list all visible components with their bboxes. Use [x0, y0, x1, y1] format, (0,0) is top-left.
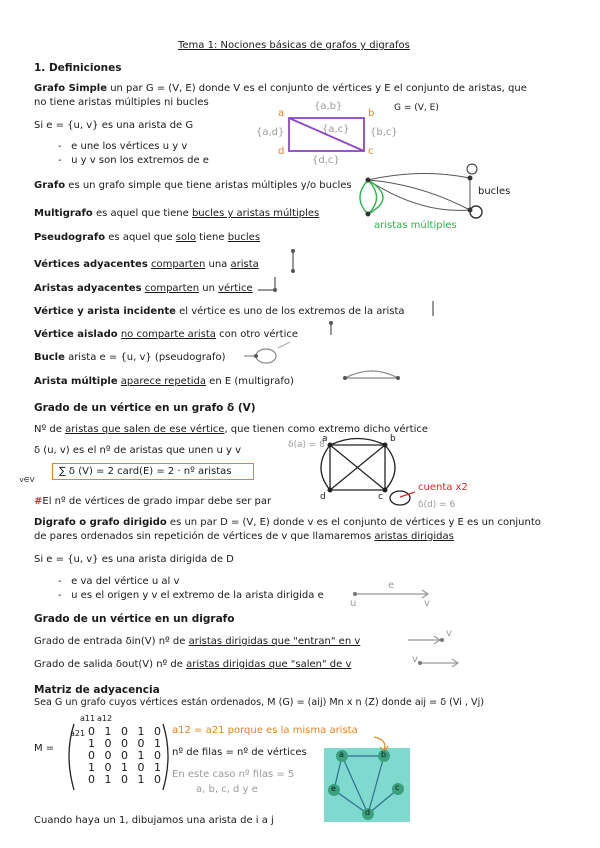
degree-node-c: c — [378, 492, 383, 502]
term-vertice-arista-incidente: Vértice y arista incidente — [34, 306, 176, 317]
edge-label-bc: {b,c} — [370, 127, 398, 138]
digrafo-aristas-dirigidas: aristas dirigidas — [374, 531, 454, 542]
vais-no-comparte: no comparte arista — [120, 329, 216, 340]
multigrafo-pre: es aquel que tiene — [92, 208, 192, 219]
matrix-row-2: 1 0 0 0 1 — [88, 737, 164, 750]
edge-label-ad: {a,d} — [256, 127, 285, 138]
node-label-a: a — [278, 108, 285, 119]
digrafo-bullet2: - u es el origen y v el extremo de la arista dirigida e — [58, 590, 324, 601]
col-label-a12: a12 — [97, 714, 113, 723]
sum-formula: ∑ δ (V) = 2 card(E) = 2 · nº aristas — [59, 466, 232, 477]
matrix-row-5: 0 1 0 1 0 — [88, 773, 164, 786]
heading-matriz: Matriz de adyacencia — [34, 684, 160, 696]
vady-comparten: comparten — [150, 259, 206, 270]
note-caso1: En este caso nº filas = 5 — [172, 769, 295, 780]
term-vertice-aislado: Vértice aislado — [34, 329, 118, 340]
out-sketch-v: v — [412, 654, 418, 665]
grado-aristas-salen: aristas que salen de ese vértice — [65, 424, 225, 435]
degree-node-a: a — [322, 434, 328, 444]
term-aristas-adyacentes: Aristas adyacentes — [34, 283, 142, 294]
sketch-label-v: v — [424, 598, 430, 609]
adj-node-b: b — [381, 750, 387, 759]
adj-node-d: d — [365, 808, 371, 817]
bullet-e-une-text: e une los vértices u y v — [71, 141, 188, 152]
term-digrafo: Digrafo o grafo dirigido — [34, 517, 167, 528]
aady-comparten: comparten — [144, 283, 200, 294]
bullet-e-une: - e une los vértices u y v — [58, 141, 188, 152]
term-arista-multiple: Arista múltiple — [34, 376, 118, 387]
matrix-row-3: 0 0 0 1 0 — [88, 749, 164, 762]
label-bucles: bucles — [478, 186, 511, 197]
matriz-final-note: Cuando haya un 1, dibujamos una arista de i a j — [34, 815, 274, 826]
sketch-label-e: e — [388, 580, 395, 591]
grado-nota: #El nº de vértices de grado impar debe ser par — [34, 496, 272, 507]
node-label-b: b — [368, 108, 375, 119]
note-caso2: a, b, c, d y e — [196, 784, 258, 795]
matrix-m-label: M = — [34, 743, 55, 754]
aristas-salen: aristas dirigidas que "salen" de v — [186, 659, 352, 670]
edge-label-ac: {a,c} — [322, 124, 350, 135]
label-delta-a: δ(a) = 8 — [288, 440, 326, 450]
pseudografo-mid: tiene — [196, 232, 228, 243]
grafo-simple-line2: no tiene aristas múltiples ni bucles — [34, 97, 209, 108]
bucle-line: Bucle arista e = {u, v} (pseudografo) — [34, 352, 226, 363]
col-label-a11: a11 — [80, 714, 96, 723]
grado-entrada-line: Grado de entrada δin(V) nº de aristas dirigidas que "entran" en v — [34, 636, 361, 647]
grado-line1: Nº de aristas que salen de ese vértice, que tienen como extremo dicho vértice — [34, 424, 429, 435]
aristas-entran: aristas dirigidas que "entran" en v — [188, 636, 361, 647]
degree-node-d: d — [320, 492, 326, 502]
grado-salida-line: Grado de salida δout(V) nº de aristas dirigidas que "salen" de v — [34, 659, 352, 670]
node-label-c: c — [368, 146, 374, 157]
label-delta-d: δ(d) = 6 — [418, 500, 456, 510]
digrafo-bullet1: - e va del vértice u al v — [58, 576, 180, 587]
pseudografo-pre: es aquel que — [105, 232, 176, 243]
term-vertices-adyacentes: Vértices adyacentes — [34, 259, 148, 270]
digrafo-si: Si e = {u, v} es una arista dirigida de D — [34, 554, 234, 565]
amul-aparece: aparece repetida — [120, 376, 206, 387]
adj-node-c: c — [395, 783, 400, 792]
degree-node-b: b — [390, 434, 396, 444]
grado-line2: δ (u, v) es el nº de aristas que unen u y v — [34, 445, 242, 456]
bullet-extremos-text: u y v son los extremos de e — [71, 155, 209, 166]
matrix-row-4: 1 0 1 0 1 — [88, 761, 164, 774]
bullet-extremos: - u y v son los extremos de e — [58, 155, 209, 166]
term-bucle: Bucle — [34, 352, 65, 363]
in-sketch-v: v — [446, 628, 452, 639]
grafo-simple-si: Si e = {u, v} es una arista de G — [34, 120, 194, 131]
heading-grado: Grado de un vértice en un grafo δ (V) — [34, 402, 256, 414]
page-title: Tema 1: Nociones básicas de grafos y digrafos — [178, 40, 410, 51]
vertices-adyacentes-line: Vértices adyacentes comparten una arista — [34, 259, 259, 270]
delta-out: δout(V) — [115, 659, 154, 670]
pseudografo-bucles: bucles — [227, 232, 261, 243]
term-grafo: Grafo — [34, 180, 66, 191]
row-label-a21: a21 — [70, 729, 86, 738]
graph-set-text: G = (V, E) — [394, 103, 439, 113]
digrafo-line1: Digrafo o grafo dirigido es un par D = (V, E) donde v es el conjunto de vértices y E es un conjunto — [34, 517, 541, 528]
digrafo-line2: de pares ordenados sin repetición de vértices de v que llamaremos aristas dirigidas — [34, 531, 454, 542]
term-pseudografo: Pseudografo — [34, 232, 106, 243]
sketch-label-u: u — [350, 598, 357, 609]
heading-grado-digrafo: Grado de un vértice en un digrafo — [34, 613, 235, 625]
label-aristas-multiples: aristas múltiples — [374, 220, 457, 231]
term-grafo-simple: Grafo Simple — [34, 83, 108, 94]
aristas-adyacentes-line: Aristas adyacentes comparten un vértice — [34, 283, 253, 294]
multigrafo-underlined: bucles y aristas múltiples — [191, 208, 320, 219]
term-multigrafo: Multigrafo — [34, 208, 93, 219]
vertice-incidente-line: Vértice y arista incidente el vértice es uno de los extremos de la arista — [34, 306, 405, 317]
note-a12-a21: a12 = a21 porque es la misma arista — [172, 725, 358, 736]
delta-in: δin(V) — [125, 636, 156, 647]
section-definiciones: 1. Definiciones — [34, 62, 122, 74]
nota-hash: # — [34, 496, 43, 507]
grafo-simple-text1: un par G = (V, E) donde V es el conjunto de vértices y E el conjunto de aristas, que — [107, 83, 527, 94]
matriz-definicion: Sea G un grafo cuyos vértices están ordenados, M (G) = (aij) Mn x n (Z) donde aij = δ (Vi , Vj) — [34, 697, 485, 708]
grafo-text: es un grafo simple que tiene aristas múltiples y/o bucles — [65, 180, 352, 191]
adj-node-a: a — [339, 750, 344, 759]
matrix-row-1: 0 1 0 1 0 — [88, 725, 164, 738]
note-filas: nº de filas = nº de vértices — [172, 747, 307, 758]
vady-arista: arista — [230, 259, 259, 270]
adj-node-e: e — [331, 784, 336, 793]
edge-label-ab: {a,b} — [314, 101, 343, 112]
node-label-d: d — [278, 146, 285, 157]
vertice-aislado-line: Vértice aislado no comparte arista con otro vértice — [34, 329, 299, 340]
edge-label-dc: {d,c} — [312, 155, 340, 166]
sum-subscript: v∈V — [19, 476, 35, 484]
arista-multiple-line: Arista múltiple aparece repetida en E (multigrafo) — [34, 376, 294, 387]
pseudografo-solo: solo — [175, 232, 196, 243]
label-cuenta-x2: cuenta x2 — [418, 482, 468, 493]
aady-vertice: vértice — [218, 283, 253, 294]
